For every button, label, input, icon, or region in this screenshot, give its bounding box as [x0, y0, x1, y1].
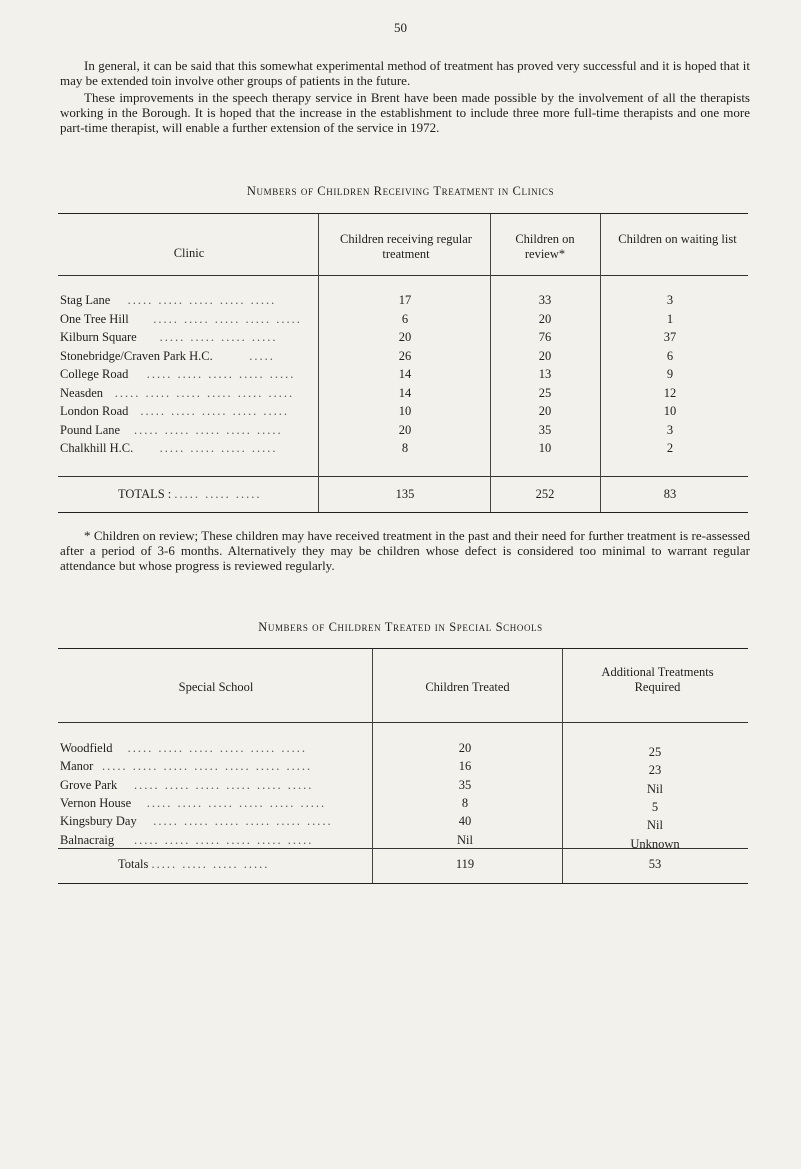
clinic-name: Stag Lane — [60, 293, 111, 307]
clinic-waiting-value: 37 — [663, 330, 677, 344]
clinic-review-value: 13 — [538, 367, 552, 381]
leader-dots: ..... ..... ..... ..... ..... ..... — [127, 741, 307, 755]
clinics-header-regular: Children receiving regular treatment — [340, 232, 472, 261]
clinic-regular-value: 8 — [401, 441, 409, 455]
school-additional-value: 25 — [648, 745, 662, 759]
leader-dots: ..... ..... ..... ..... — [151, 857, 270, 871]
page-number: 50 — [394, 20, 407, 35]
clinics-footnote-text: * Children on review; These children may have received treatment in the past and their need for further treatment is re-assessed after a period of 3-6 months. Alternatively they may be children whose defect is considered too minimal to warrant regular attendance but whose progress is reviewed regularly. — [60, 528, 750, 573]
intro-paragraph-2-text: These improvements in the speech therapy service in Brent have been made possible by the involvement of all the therapists working in the Borough. It is hoped that the increase in the establishment to include three more full-time therapists and one more part-time therapist, will enable a further extension of the service in 1972. — [60, 90, 750, 135]
school-treated-value: 20 — [458, 741, 472, 755]
clinic-regular-value: 20 — [398, 330, 412, 344]
school-name: Grove Park — [60, 777, 118, 792]
leader-dots: ..... ..... ..... ..... ..... ..... — [153, 814, 333, 829]
school-treated-value: 16 — [458, 759, 472, 774]
school-treated-value: 8 — [461, 795, 469, 810]
clinics-col-divider-1 — [318, 214, 319, 512]
leader-dots: ..... ..... ..... ..... ..... ..... — [134, 832, 314, 847]
clinics-footnote — [60, 528, 750, 573]
clinic-review-value: 10 — [538, 441, 552, 455]
clinic-name: Neasden — [60, 385, 104, 400]
clinic-waiting-value: 1 — [666, 311, 674, 326]
leader-dots: ..... ..... ..... ..... ..... — [134, 422, 283, 437]
school-additional-value: Nil — [647, 781, 663, 796]
leader-dots: ..... ..... ..... ..... ..... — [127, 293, 277, 307]
clinic-name: College Road — [60, 367, 129, 381]
clinics-table-top-rule — [58, 213, 748, 214]
clinic-regular-value: 6 — [401, 311, 409, 326]
school-treated-value: 35 — [458, 777, 472, 792]
leader-dots: ..... ..... ..... ..... ..... ..... — [114, 385, 295, 400]
school-name: Balnacraig — [60, 832, 115, 847]
clinic-name: One Tree Hill — [60, 311, 129, 326]
schools-table-caption: Numbers of Children Treated in Special Schools — [258, 620, 543, 634]
school-additional-value: 23 — [648, 763, 662, 778]
clinic-regular-value: 10 — [398, 404, 412, 418]
clinics-header-review: Children on review* — [515, 232, 575, 261]
clinics-table-bottom-rule — [58, 512, 748, 513]
schools-col-divider-2 — [562, 649, 563, 883]
clinics-totals-label-text: TOTALS : — [118, 487, 172, 501]
school-name: Kingsbury Day — [60, 814, 137, 829]
clinic-regular-value: 20 — [398, 422, 412, 437]
school-treated-value: Nil — [457, 832, 473, 847]
school-name: Vernon House — [60, 795, 132, 810]
school-additional-value: Nil — [647, 818, 663, 833]
clinic-regular-value: 17 — [398, 293, 412, 307]
clinics-col-divider-3 — [600, 214, 601, 512]
clinics-col-divider-2 — [490, 214, 491, 512]
intro-paragraph-1 — [60, 58, 750, 88]
leader-dots: ..... ..... ..... — [174, 487, 262, 501]
schools-header-school: Special School — [178, 680, 254, 694]
intro-paragraph-2 — [60, 90, 750, 135]
clinic-review-value: 20 — [538, 348, 552, 363]
clinic-waiting-value: 12 — [663, 385, 677, 400]
schools-header-treated: Children Treated — [425, 680, 510, 694]
schools-header-additional: Additional Treatments Required — [601, 665, 714, 694]
leader-dots: ..... ..... ..... ..... ..... — [140, 404, 290, 418]
clinic-name: Stonebridge/Craven Park H.C. — [60, 348, 213, 363]
schools-table-bottom-rule — [58, 883, 748, 884]
leader-dots: ..... ..... ..... ..... ..... ..... — [134, 777, 314, 792]
clinics-table-header-rule — [58, 275, 748, 276]
leader-dots: ..... ..... ..... ..... — [159, 441, 278, 455]
clinic-review-value: 33 — [538, 293, 552, 307]
clinics-header-waiting: Children on waiting list — [618, 232, 737, 246]
clinic-review-value: 25 — [538, 385, 552, 400]
schools-totals-treated: 119 — [455, 857, 475, 871]
clinic-review-value: 20 — [538, 311, 552, 326]
clinic-name: Chalkhill H.C. — [60, 441, 134, 455]
clinics-totals-waiting: 83 — [663, 487, 677, 501]
leader-dots: ..... ..... ..... ..... ..... ..... — [146, 795, 327, 810]
intro-paragraph-1-text: In general, it can be said that this somewhat experimental method of treatment has proved very successful and it is hoped that it may be extended toin involve other groups of patients in the future. — [60, 58, 750, 88]
clinic-regular-value: 14 — [398, 385, 412, 400]
clinic-waiting-value: 2 — [666, 441, 674, 455]
leader-dots: ..... ..... ..... ..... ..... — [153, 311, 302, 326]
clinic-name: Pound Lane — [60, 422, 121, 437]
leader-dots: ..... — [249, 348, 275, 363]
clinic-waiting-value: 3 — [666, 422, 674, 437]
school-name: Woodfield — [60, 741, 113, 755]
schools-table-top-rule — [58, 648, 748, 649]
schools-table-header-rule — [58, 722, 748, 723]
school-treated-value: 40 — [458, 814, 472, 829]
clinics-totals-review: 252 — [535, 487, 555, 501]
clinic-name: London Road — [60, 404, 129, 418]
clinic-review-value: 20 — [538, 404, 552, 418]
clinic-regular-value: 14 — [398, 367, 412, 381]
leader-dots: ..... ..... ..... ..... ..... — [146, 367, 296, 381]
leader-dots: ..... ..... ..... ..... ..... ..... ..... — [102, 759, 313, 774]
schools-totals-label — [118, 857, 269, 872]
clinic-waiting-value: 9 — [666, 367, 674, 381]
school-name: Manor — [60, 759, 94, 774]
schools-totals-additional: 53 — [648, 857, 662, 871]
clinic-review-value: 35 — [538, 422, 552, 437]
clinic-waiting-value: 10 — [663, 404, 677, 418]
schools-totals-label-text: Totals — [118, 857, 149, 871]
clinic-regular-value: 26 — [398, 348, 412, 363]
clinics-totals-label — [118, 487, 262, 502]
schools-col-divider-1 — [372, 649, 373, 883]
clinics-table-caption: Numbers of Children Receiving Treatment in Clinics — [246, 184, 555, 198]
clinic-name: Kilburn Square — [60, 330, 137, 344]
clinics-totals-regular: 135 — [395, 487, 415, 501]
clinics-table-totals-rule — [58, 476, 748, 477]
school-additional-value: 5 — [651, 799, 659, 814]
leader-dots: ..... ..... ..... ..... — [159, 330, 278, 344]
clinic-waiting-value: 3 — [666, 293, 674, 307]
school-additional-value: Unknown — [630, 836, 680, 851]
clinic-waiting-value: 6 — [666, 348, 674, 363]
clinics-header-clinic: Clinic — [173, 246, 205, 260]
clinic-review-value: 76 — [538, 330, 552, 344]
